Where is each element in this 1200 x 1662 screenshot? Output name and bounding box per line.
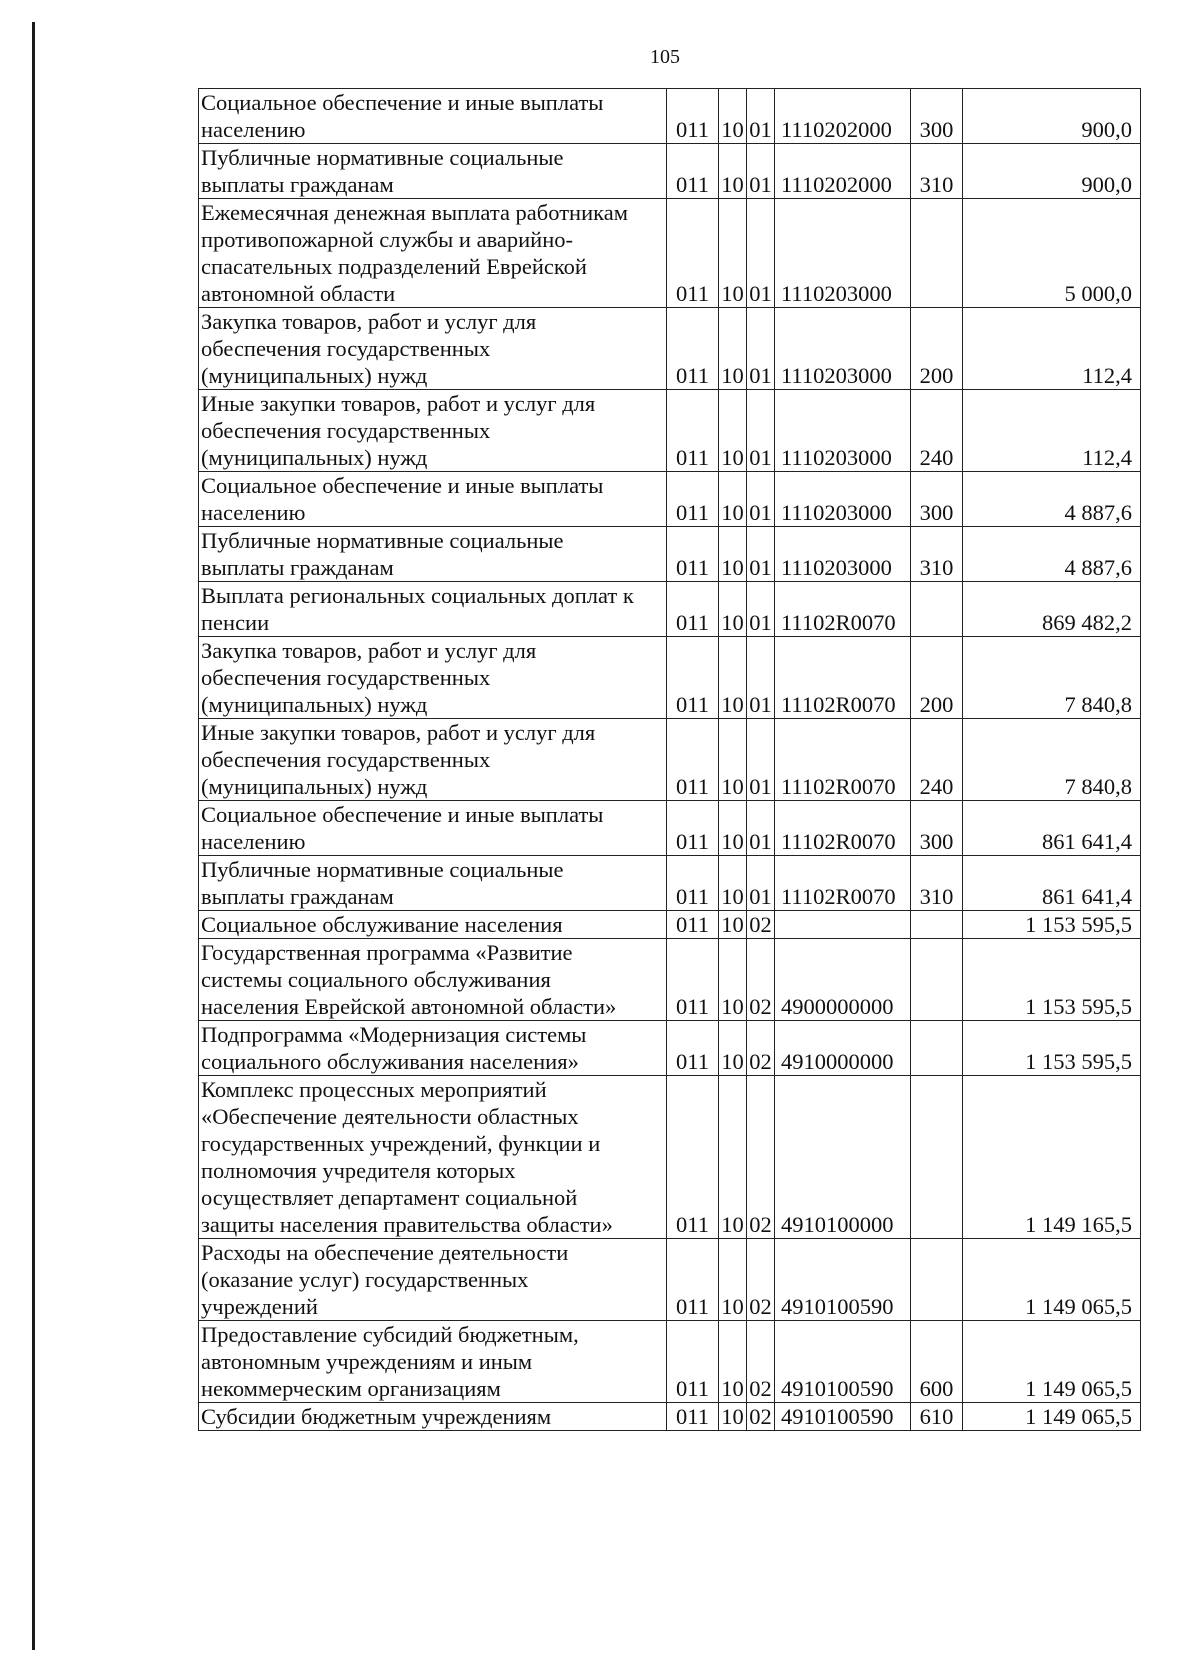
ministry-code-cell: 011: [667, 801, 719, 856]
expense-name-cell: Ежемесячная денежная выплата работникам противопожарной службы и аварийно- спасательных подразделений Еврейской автономной области: [199, 199, 667, 308]
section-code-cell: 10: [719, 199, 747, 308]
ministry-code-cell: 011: [667, 856, 719, 911]
subsection-code-cell: 02: [747, 1076, 775, 1239]
section-code-cell: 10: [719, 1403, 747, 1431]
amount-cell: 1 153 595,5: [963, 939, 1141, 1021]
target-article-cell: 4910100590: [775, 1403, 911, 1431]
ministry-code-cell: 011: [667, 719, 719, 801]
target-article-cell: 11102R0070: [775, 856, 911, 911]
amount-cell: 7 840,8: [963, 637, 1141, 719]
subsection-code-cell: 01: [747, 199, 775, 308]
amount-cell: 1 149 065,5: [963, 1239, 1141, 1321]
target-article-cell: [775, 911, 911, 939]
table-row: [199, 1403, 1141, 1431]
section-code-cell: 10: [719, 390, 747, 472]
section-code-cell: 10: [719, 582, 747, 637]
ministry-code-cell: 011: [667, 1021, 719, 1076]
table-row: [199, 472, 1141, 527]
expense-name-cell: Закупка товаров, работ и услуг для обеспечения государственных (муниципальных) нужд: [199, 308, 667, 390]
expense-name-cell: Публичные нормативные социальные выплаты гражданам: [199, 144, 667, 199]
expense-type-cell: 200: [911, 637, 963, 719]
amount-cell: 861 641,4: [963, 801, 1141, 856]
ministry-code-cell: 011: [667, 472, 719, 527]
expense-type-cell: 240: [911, 719, 963, 801]
subsection-code-cell: 02: [747, 939, 775, 1021]
table-row: [199, 199, 1141, 308]
expense-name-cell: Субсидии бюджетным учреждениям: [199, 1403, 667, 1431]
expense-type-cell: 300: [911, 472, 963, 527]
section-code-cell: 10: [719, 856, 747, 911]
ministry-code-cell: 011: [667, 1239, 719, 1321]
target-article-cell: 4910000000: [775, 1021, 911, 1076]
ministry-code-cell: 011: [667, 911, 719, 939]
target-article-cell: 4910100000: [775, 1076, 911, 1239]
table-row: [199, 582, 1141, 637]
amount-cell: 112,4: [963, 390, 1141, 472]
expense-name-cell: Закупка товаров, работ и услуг для обеспечения государственных (муниципальных) нужд: [199, 637, 667, 719]
amount-cell: 900,0: [963, 89, 1141, 144]
expense-name-cell: Публичные нормативные социальные выплаты гражданам: [199, 527, 667, 582]
target-article-cell: 4900000000: [775, 939, 911, 1021]
ministry-code-cell: 011: [667, 308, 719, 390]
target-article-cell: 1110203000: [775, 199, 911, 308]
expense-type-cell: 310: [911, 856, 963, 911]
ministry-code-cell: 011: [667, 1321, 719, 1403]
target-article-cell: 1110203000: [775, 308, 911, 390]
table-row: [199, 719, 1141, 801]
table-row: [199, 1076, 1141, 1239]
table-row: [199, 527, 1141, 582]
expense-type-cell: 600: [911, 1321, 963, 1403]
subsection-code-cell: 01: [747, 472, 775, 527]
target-article-cell: 4910100590: [775, 1239, 911, 1321]
expense-name-cell: Иные закупки товаров, работ и услуг для обеспечения государственных (муниципальных) нужд: [199, 719, 667, 801]
subsection-code-cell: 01: [747, 89, 775, 144]
table-row: [199, 801, 1141, 856]
expense-name-cell: Социальное обеспечение и иные выплаты населению: [199, 801, 667, 856]
expense-name-cell: Социальное обеспечение и иные выплаты населению: [199, 472, 667, 527]
expense-type-cell: [911, 911, 963, 939]
amount-cell: 1 149 065,5: [963, 1403, 1141, 1431]
expense-type-cell: 200: [911, 308, 963, 390]
ministry-code-cell: 011: [667, 527, 719, 582]
table-row: [199, 637, 1141, 719]
expense-name-cell: Публичные нормативные социальные выплаты гражданам: [199, 856, 667, 911]
table-row: [199, 89, 1141, 144]
expense-name-cell: Государственная программа «Развитие системы социального обслуживания населения Еврейской автономной области»: [199, 939, 667, 1021]
expense-type-cell: [911, 939, 963, 1021]
subsection-code-cell: 01: [747, 637, 775, 719]
amount-cell: 112,4: [963, 308, 1141, 390]
table-row: [199, 1239, 1141, 1321]
expense-name-cell: Социальное обслуживание населения: [199, 911, 667, 939]
section-code-cell: 10: [719, 1021, 747, 1076]
table-row: [199, 390, 1141, 472]
expense-name-cell: Подпрограмма «Модернизация системы социального обслуживания населения»: [199, 1021, 667, 1076]
ministry-code-cell: 011: [667, 637, 719, 719]
subsection-code-cell: 01: [747, 527, 775, 582]
subsection-code-cell: 01: [747, 719, 775, 801]
target-article-cell: 1110202000: [775, 144, 911, 199]
amount-cell: 4 887,6: [963, 472, 1141, 527]
budget-table-body: [199, 89, 1141, 1431]
expense-type-cell: 300: [911, 89, 963, 144]
amount-cell: 5 000,0: [963, 199, 1141, 308]
expense-name-cell: Социальное обеспечение и иные выплаты населению: [199, 89, 667, 144]
expense-type-cell: 310: [911, 144, 963, 199]
amount-cell: 869 482,2: [963, 582, 1141, 637]
amount-cell: 900,0: [963, 144, 1141, 199]
subsection-code-cell: 02: [747, 1239, 775, 1321]
target-article-cell: 11102R0070: [775, 719, 911, 801]
amount-cell: 1 149 165,5: [963, 1076, 1141, 1239]
section-code-cell: 10: [719, 1076, 747, 1239]
table-row: [199, 308, 1141, 390]
section-code-cell: 10: [719, 939, 747, 1021]
budget-table: [198, 88, 1141, 1431]
amount-cell: 1 149 065,5: [963, 1321, 1141, 1403]
expense-type-cell: [911, 1076, 963, 1239]
amount-cell: 1 153 595,5: [963, 1021, 1141, 1076]
scan-edge-line: [32, 22, 35, 1650]
ministry-code-cell: 011: [667, 199, 719, 308]
table-row: [199, 856, 1141, 911]
amount-cell: 4 887,6: [963, 527, 1141, 582]
table-row: [199, 144, 1141, 199]
section-code-cell: 10: [719, 144, 747, 199]
expense-type-cell: [911, 582, 963, 637]
target-article-cell: 1110203000: [775, 527, 911, 582]
target-article-cell: 11102R0070: [775, 637, 911, 719]
subsection-code-cell: 01: [747, 801, 775, 856]
expense-type-cell: [911, 199, 963, 308]
target-article-cell: 1110202000: [775, 89, 911, 144]
subsection-code-cell: 02: [747, 911, 775, 939]
expense-type-cell: 310: [911, 527, 963, 582]
ministry-code-cell: 011: [667, 144, 719, 199]
table-row: [199, 939, 1141, 1021]
subsection-code-cell: 02: [747, 1321, 775, 1403]
target-article-cell: 4910100590: [775, 1321, 911, 1403]
target-article-cell: 1110203000: [775, 390, 911, 472]
ministry-code-cell: 011: [667, 582, 719, 637]
subsection-code-cell: 01: [747, 390, 775, 472]
target-article-cell: 11102R0070: [775, 801, 911, 856]
subsection-code-cell: 01: [747, 308, 775, 390]
expense-type-cell: 300: [911, 801, 963, 856]
expense-name-cell: Расходы на обеспечение деятельности (оказание услуг) государственных учреждений: [199, 1239, 667, 1321]
subsection-code-cell: 02: [747, 1021, 775, 1076]
section-code-cell: 10: [719, 1321, 747, 1403]
section-code-cell: 10: [719, 527, 747, 582]
ministry-code-cell: 011: [667, 1076, 719, 1239]
target-article-cell: 11102R0070: [775, 582, 911, 637]
expense-type-cell: [911, 1021, 963, 1076]
amount-cell: 861 641,4: [963, 856, 1141, 911]
table-row: [199, 1021, 1141, 1076]
ministry-code-cell: 011: [667, 89, 719, 144]
expense-type-cell: [911, 1239, 963, 1321]
expense-name-cell: Предоставление субсидий бюджетным, автономным учреждениям и иным некоммерческим организациям: [199, 1321, 667, 1403]
expense-name-cell: Комплекс процессных мероприятий «Обеспечение деятельности областных государственных учреждений, функции и полномочия учредителя которых осуществляет департамент социальной защиты населения правительства области»: [199, 1076, 667, 1239]
subsection-code-cell: 01: [747, 144, 775, 199]
ministry-code-cell: 011: [667, 390, 719, 472]
section-code-cell: 10: [719, 308, 747, 390]
ministry-code-cell: 011: [667, 939, 719, 1021]
expense-name-cell: Выплата региональных социальных доплат к пенсии: [199, 582, 667, 637]
amount-cell: 7 840,8: [963, 719, 1141, 801]
expense-type-cell: 610: [911, 1403, 963, 1431]
section-code-cell: 10: [719, 801, 747, 856]
expense-type-cell: 240: [911, 390, 963, 472]
section-code-cell: 10: [719, 719, 747, 801]
page-number: 105: [650, 46, 680, 68]
target-article-cell: 1110203000: [775, 472, 911, 527]
subsection-code-cell: 02: [747, 1403, 775, 1431]
subsection-code-cell: 01: [747, 582, 775, 637]
section-code-cell: 10: [719, 89, 747, 144]
section-code-cell: 10: [719, 1239, 747, 1321]
section-code-cell: 10: [719, 637, 747, 719]
subsection-code-cell: 01: [747, 856, 775, 911]
expense-name-cell: Иные закупки товаров, работ и услуг для обеспечения государственных (муниципальных) нужд: [199, 390, 667, 472]
section-code-cell: 10: [719, 472, 747, 527]
table-row: [199, 911, 1141, 939]
amount-cell: 1 153 595,5: [963, 911, 1141, 939]
table-row: [199, 1321, 1141, 1403]
ministry-code-cell: 011: [667, 1403, 719, 1431]
section-code-cell: 10: [719, 911, 747, 939]
